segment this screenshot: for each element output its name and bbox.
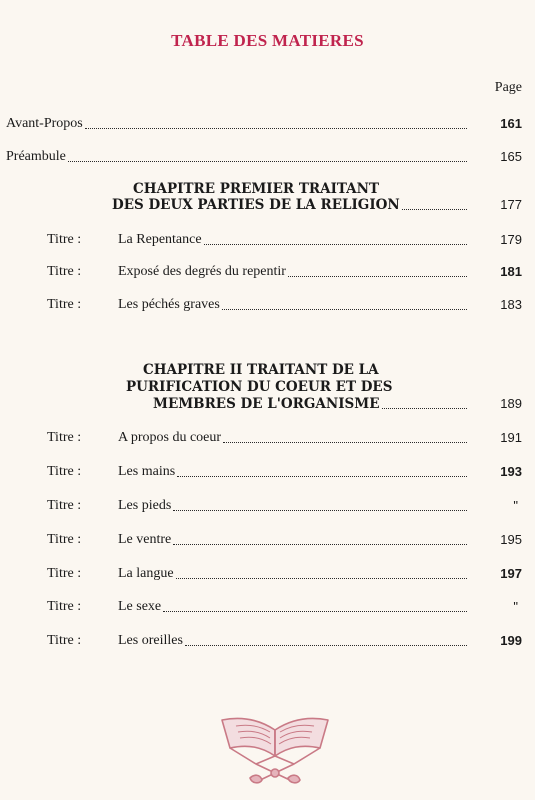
toc-entry-page: 193 [500,464,522,479]
toc-entry-label: Les pieds [118,498,172,513]
chapter2-heading-line1: CHAPITRE II TRAITANT DE LA [143,362,379,378]
chapter2-heading-line2: PURIFICATION DU COEUR ET DES [126,379,393,395]
toc-entry-page: 199 [500,633,522,648]
toc-entry-ventre[interactable] [0,532,522,550]
titre-prefix: Titre : [47,633,82,648]
dot-leader [68,161,467,162]
titre-prefix: Titre : [47,430,82,445]
chapter1-heading-line2: DES DEUX PARTIES DE LA RELIGION [112,197,400,213]
toc-entry-label: La Repentance [118,232,202,247]
toc-entry-label: Les oreilles [118,633,183,648]
page-column-label: Page [494,80,522,95]
toc-entry-page: 197 [500,566,522,581]
chapter1-heading-line2-row[interactable] [0,197,522,215]
toc-entry-page: 179 [500,232,522,247]
toc-entry-langue[interactable] [0,566,522,584]
dot-leader [176,578,467,579]
toc-entry-page: " [513,498,518,513]
titre-prefix: Titre : [47,498,82,513]
toc-entry-label: Préambule [6,149,66,164]
titre-prefix: Titre : [47,264,82,279]
titre-prefix: Titre : [47,532,82,547]
toc-entry-label: Avant-Propos [6,116,83,131]
toc-entry-label: A propos du coeur [118,430,222,445]
dot-leader [222,309,467,310]
toc-entry-peches-graves[interactable] [0,297,522,315]
titre-prefix: Titre : [47,566,82,581]
book-on-stand-icon [216,690,334,790]
chapter2-heading-line3-row[interactable] [0,396,522,414]
toc-entry-page: " [513,599,518,614]
titre-prefix: Titre : [47,232,82,247]
titre-prefix: Titre : [47,599,82,614]
toc-entry-page: 161 [500,116,522,131]
toc-entry-page: 195 [500,532,522,547]
toc-entry-preambule[interactable] [0,149,522,167]
chapter2-page: 189 [500,396,522,411]
toc-entry-coeur[interactable] [0,430,522,448]
dot-leader [204,244,467,245]
toc-entry-label: Exposé des degrés du repentir [118,264,286,279]
toc-entry-label: Les péchés graves [118,297,220,312]
dot-leader [223,442,467,443]
toc-entry-pieds[interactable] [0,498,522,516]
toc-entry-page: 181 [500,264,522,279]
toc-entry-mains[interactable] [0,464,522,482]
toc-entry-sexe[interactable] [0,599,522,617]
toc-entry-label: Le sexe [118,599,162,614]
dot-leader [173,544,467,545]
titre-prefix: Titre : [47,464,82,479]
chapter1-heading-line1: CHAPITRE PREMIER TRAITANT [133,181,380,197]
toc-entry-label: Le ventre [118,532,172,547]
toc-entry-avant-propos[interactable] [0,116,522,134]
dot-leader [177,476,467,477]
dot-leader [382,408,468,409]
toc-entry-page: 183 [500,297,522,312]
chapter1-page: 177 [500,197,522,212]
toc-entry-la-repentance[interactable] [0,232,522,250]
toc-entry-oreilles[interactable] [0,633,522,651]
dot-leader [85,128,467,129]
dot-leader [288,276,467,277]
toc-entry-degres-repentir[interactable] [0,264,522,282]
dot-leader [185,645,467,646]
toc-entry-page: 191 [500,430,522,445]
toc-entry-label: Les mains [118,464,176,479]
titre-prefix: Titre : [47,297,82,312]
dot-leader [173,510,467,511]
dot-leader [402,209,467,210]
page-title: TABLE DES MATIERES [171,31,364,50]
toc-entry-page: 165 [500,149,522,164]
toc-entry-label: La langue [118,566,174,581]
dot-leader [163,611,467,612]
chapter2-heading-line3: MEMBRES DE L'ORGANISME [153,396,380,412]
